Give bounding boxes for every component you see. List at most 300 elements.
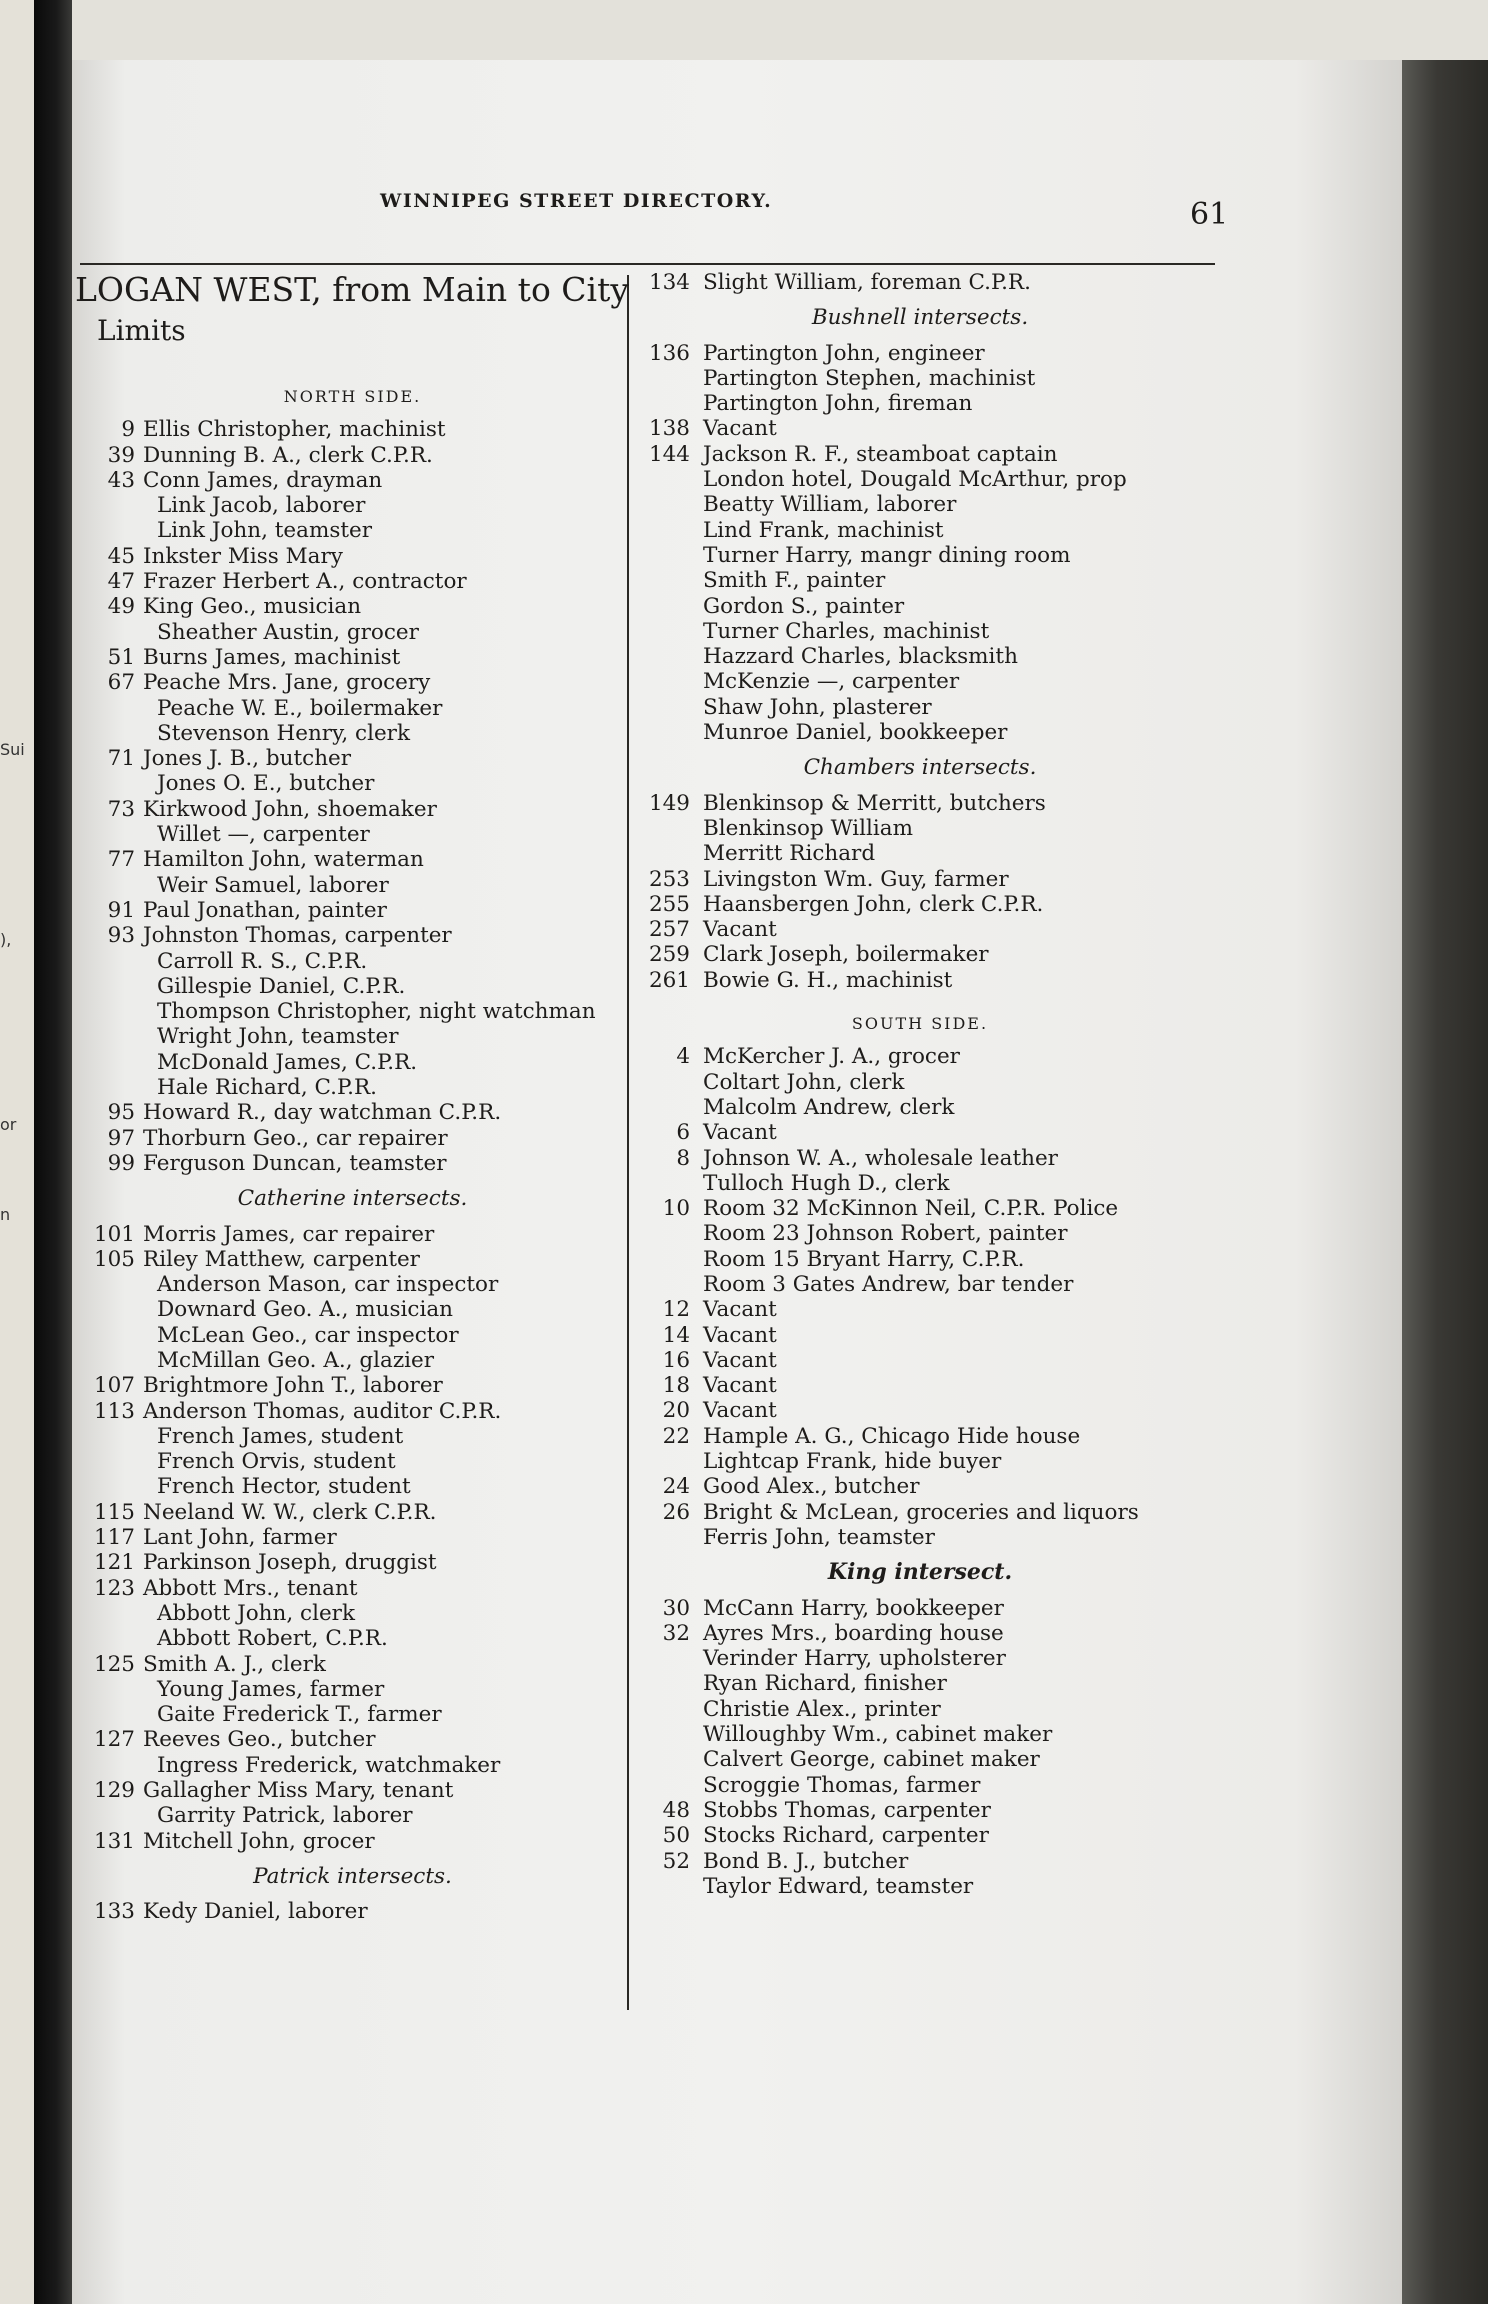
house-number: 99	[107, 1150, 135, 1176]
directory-entry	[640, 594, 1200, 619]
resident-entry: Dunning B. A., clerk C.P.R.	[143, 442, 433, 468]
resident-entry: Conn James, drayman	[143, 467, 383, 493]
house-number: 24	[662, 1474, 690, 1500]
house-number: 95	[107, 1100, 135, 1126]
directory-entry	[75, 822, 630, 847]
resident-entry: Peache Mrs. Jane, grocery	[143, 670, 431, 696]
resident-entry: London hotel, Dougald McArthur, prop	[703, 467, 1127, 493]
directory-entry	[640, 791, 1200, 816]
resident-entry: Sheather Austin, grocer	[157, 619, 419, 645]
directory-entry	[640, 867, 1200, 892]
directory-entry	[75, 1050, 630, 1075]
directory-entry	[640, 1823, 1200, 1848]
resident-entry: Smith F., painter	[703, 568, 886, 594]
spacer	[75, 1854, 630, 1864]
directory-entry	[75, 1424, 630, 1449]
resident-entry: Burns James, machinist	[143, 644, 401, 670]
house-number: 115	[93, 1499, 135, 1525]
directory-entry	[75, 1500, 630, 1525]
directory-entry	[75, 696, 630, 721]
spacer	[640, 781, 1200, 791]
directory-entry	[640, 1044, 1200, 1069]
resident-entry: Lind Frank, machinist	[703, 517, 944, 543]
resident-entry: Jones J. B., butcher	[143, 746, 352, 772]
directory-entry	[75, 620, 630, 645]
resident-entry: Hazzard Charles, blacksmith	[703, 644, 1018, 670]
street-title: LOGAN WEST, from Main to City	[75, 270, 630, 309]
resident-entry: Ferguson Duncan, teamster	[143, 1150, 447, 1176]
resident-entry: Gaite Frederick T., farmer	[157, 1702, 442, 1728]
resident-entry: Room 3 Gates Andrew, bar tender	[703, 1271, 1074, 1297]
house-number: 77	[107, 847, 135, 873]
resident-entry: Kedy Daniel, laborer	[143, 1899, 368, 1925]
house-number: 127	[93, 1727, 135, 1753]
house-number: 45	[107, 543, 135, 569]
directory-entry	[640, 669, 1200, 694]
resident-entry: Inkster Miss Mary	[143, 543, 343, 569]
directory-entry	[640, 1424, 1200, 1449]
right-entry-list	[640, 270, 1200, 1899]
house-number: 101	[93, 1221, 135, 1247]
directory-entry	[75, 1727, 630, 1752]
resident-entry: Link John, teamster	[157, 518, 373, 544]
resident-entry: Frazer Herbert A., contractor	[143, 569, 467, 595]
resident-entry: Calvert George, cabinet maker	[703, 1747, 1040, 1773]
resident-entry: McKenzie —, carpenter	[703, 669, 960, 695]
house-number: 93	[107, 923, 135, 949]
house-number: 49	[107, 594, 135, 620]
directory-entry	[75, 1024, 630, 1049]
directory-entry	[640, 1323, 1200, 1348]
resident-entry: Thorburn Geo., car repairer	[143, 1125, 448, 1151]
house-number: 50	[662, 1823, 690, 1849]
resident-entry: Hamilton John, waterman	[143, 847, 424, 873]
directory-entry	[640, 1773, 1200, 1798]
directory-entry	[75, 1222, 630, 1247]
resident-entry: Vacant	[703, 1398, 777, 1424]
book-binding-right	[1402, 60, 1488, 2304]
resident-entry: Vacant	[703, 1120, 777, 1146]
resident-entry: Downard Geo. A., musician	[157, 1297, 454, 1323]
directory-entry	[640, 543, 1200, 568]
directory-entry	[75, 1474, 630, 1499]
resident-entry: Smith A. J., clerk	[143, 1651, 326, 1677]
resident-entry: Vacant	[703, 1322, 777, 1348]
directory-entry	[640, 391, 1200, 416]
resident-entry: Riley Matthew, carpenter	[143, 1246, 420, 1272]
resident-entry: McCann Harry, bookkeeper	[703, 1595, 1004, 1621]
resident-entry: Taylor Edward, teamster	[703, 1873, 974, 1899]
directory-entry	[75, 1247, 630, 1272]
directory-entry	[75, 1449, 630, 1474]
directory-entry	[75, 1677, 630, 1702]
resident-entry: Lightcap Frank, hide buyer	[703, 1449, 1002, 1475]
resident-entry: Vacant	[703, 917, 777, 943]
directory-entry	[640, 1874, 1200, 1899]
spacer	[640, 295, 1200, 305]
resident-entry: Blenkinsop & Merritt, butchers	[703, 790, 1046, 816]
directory-entry	[640, 1849, 1200, 1874]
directory-entry	[640, 816, 1200, 841]
house-number: 48	[662, 1797, 690, 1823]
resident-entry: Peache W. E., boilermaker	[157, 695, 443, 721]
directory-entry	[75, 1126, 630, 1151]
spacer	[640, 993, 1200, 1011]
directory-entry	[75, 1550, 630, 1575]
directory-entry	[75, 1899, 630, 1924]
directory-entry	[75, 544, 630, 569]
house-number: 20	[662, 1398, 690, 1424]
directory-entry	[75, 1075, 630, 1100]
resident-entry: Hale Richard, C.P.R.	[157, 1075, 377, 1101]
house-number: 73	[107, 796, 135, 822]
house-number: 259	[648, 942, 690, 968]
house-number: 144	[648, 441, 690, 467]
directory-entry	[75, 1829, 630, 1854]
resident-entry: Willet —, carpenter	[157, 822, 370, 848]
resident-entry: Slight William, foreman C.P.R.	[703, 270, 1031, 295]
resident-entry: Tulloch Hugh D., clerk	[703, 1170, 950, 1196]
house-number: 12	[662, 1297, 690, 1323]
intersection-heading: Chambers intersects.	[803, 755, 1037, 781]
directory-entry	[75, 1272, 630, 1297]
resident-entry: Paul Jonathan, painter	[143, 897, 387, 923]
directory-entry	[640, 619, 1200, 644]
directory-entry	[640, 644, 1200, 669]
house-number: 261	[648, 967, 690, 993]
resident-entry: Jackson R. F., steamboat captain	[703, 441, 1058, 467]
resident-entry: Reeves Geo., butcher	[143, 1727, 376, 1753]
left-entry-list	[75, 366, 630, 1925]
resident-entry: Bowie G. H., machinist	[703, 967, 953, 993]
resident-entry: Link Jacob, laborer	[157, 493, 366, 519]
directory-entry	[75, 721, 630, 746]
resident-entry: Jones O. E., butcher	[157, 771, 375, 797]
directory-entry	[640, 1747, 1200, 1772]
resident-entry: Shaw John, plasterer	[703, 694, 932, 720]
house-number: 255	[648, 891, 690, 917]
resident-entry: French Orvis, student	[157, 1449, 396, 1475]
house-number: 14	[662, 1322, 690, 1348]
resident-entry: Merritt Richard	[703, 841, 876, 867]
directory-entry	[640, 1297, 1200, 1322]
directory-entry	[640, 695, 1200, 720]
directory-entry	[640, 1798, 1200, 1823]
spacer	[640, 1036, 1200, 1044]
directory-entry	[75, 1778, 630, 1803]
resident-entry: Coltart John, clerk	[703, 1069, 905, 1095]
directory-entry	[640, 416, 1200, 441]
directory-entry	[75, 518, 630, 543]
directory-entry	[75, 898, 630, 923]
resident-entry: Verinder Harry, upholsterer	[703, 1646, 1006, 1672]
house-number: 9	[121, 417, 135, 443]
running-header: WINNIPEG STREET DIRECTORY.	[380, 190, 773, 212]
directory-entry	[75, 923, 630, 948]
house-number: 253	[648, 866, 690, 892]
directory-entry	[75, 443, 630, 468]
resident-entry: Brightmore John T., laborer	[143, 1373, 443, 1399]
house-number: 138	[648, 416, 690, 442]
spacer	[75, 1176, 630, 1186]
resident-entry: Christie Alex., printer	[703, 1696, 941, 1722]
directory-entry	[640, 467, 1200, 492]
resident-entry: Howard R., day watchman C.P.R.	[143, 1100, 502, 1126]
resident-entry: Garrity Patrick, laborer	[157, 1803, 413, 1829]
house-number: 51	[107, 644, 135, 670]
resident-entry: Carroll R. S., C.P.R.	[157, 948, 368, 974]
resident-entry: Vacant	[703, 1347, 777, 1373]
house-number: 125	[93, 1651, 135, 1677]
directory-entry	[640, 1348, 1200, 1373]
directory-entry	[75, 569, 630, 594]
directory-entry	[640, 1474, 1200, 1499]
house-number: 107	[93, 1373, 135, 1399]
directory-entry	[640, 1373, 1200, 1398]
directory-entry	[640, 366, 1200, 391]
house-number: 30	[662, 1595, 690, 1621]
resident-entry: Malcolm Andrew, clerk	[703, 1094, 955, 1120]
directory-entry	[75, 847, 630, 872]
street-title-continued: Limits	[97, 314, 186, 347]
directory-entry	[640, 1070, 1200, 1095]
directory-entry	[75, 1652, 630, 1677]
directory-entry	[75, 1323, 630, 1348]
directory-entry	[640, 1449, 1200, 1474]
resident-entry: Hample A. G., Chicago Hide house	[703, 1423, 1081, 1449]
house-number: 113	[93, 1398, 135, 1424]
resident-entry: Vacant	[703, 1373, 777, 1399]
book-binding-left	[34, 0, 72, 2304]
house-number: 32	[662, 1620, 690, 1646]
right-column	[640, 270, 1200, 1899]
resident-entry: Kirkwood John, shoemaker	[143, 796, 437, 822]
resident-entry: Room 23 Johnson Robert, painter	[703, 1221, 1068, 1247]
house-number: 105	[93, 1246, 135, 1272]
directory-entry	[75, 1297, 630, 1322]
resident-entry: Ingress Frederick, watchmaker	[157, 1752, 501, 1778]
directory-entry	[640, 1146, 1200, 1171]
resident-entry: Gordon S., painter	[703, 593, 905, 619]
house-number: 39	[107, 442, 135, 468]
resident-entry: Abbott John, clerk	[157, 1600, 355, 1626]
resident-entry: Stobbs Thomas, carpenter	[703, 1797, 991, 1823]
house-number: 117	[93, 1525, 135, 1551]
house-number: 47	[107, 569, 135, 595]
resident-entry: Turner Charles, machinist	[703, 618, 990, 644]
resident-entry: Anderson Mason, car inspector	[157, 1272, 499, 1298]
house-number: 149	[648, 790, 690, 816]
spacer	[640, 1586, 1200, 1596]
directory-entry	[640, 270, 1200, 295]
directory-entry	[640, 1196, 1200, 1221]
directory-entry	[640, 1671, 1200, 1696]
directory-entry	[640, 1095, 1200, 1120]
resident-entry: Wright John, teamster	[157, 1024, 399, 1050]
house-number: 136	[648, 340, 690, 366]
intersection-heading: King intersect.	[827, 1559, 1013, 1586]
spacer	[75, 1889, 630, 1899]
header-rule	[80, 263, 1215, 265]
resident-entry: Ellis Christopher, machinist	[143, 417, 446, 443]
directory-entry	[75, 1601, 630, 1626]
spacer	[75, 409, 630, 417]
side-heading: SOUTH SIDE.	[851, 1014, 989, 1034]
directory-entry	[640, 341, 1200, 366]
resident-entry: Good Alex., butcher	[703, 1474, 920, 1500]
directory-entry	[640, 1272, 1200, 1297]
resident-entry: Blenkinsop William	[703, 815, 914, 841]
house-number: 52	[662, 1848, 690, 1874]
directory-entry	[640, 1120, 1200, 1145]
house-number: 16	[662, 1347, 690, 1373]
resident-entry: Weir Samuel, laborer	[157, 872, 389, 898]
directory-entry	[75, 1576, 630, 1601]
directory-entry	[640, 1722, 1200, 1747]
resident-entry: French Hector, student	[157, 1474, 411, 1500]
resident-entry: Livingston Wm. Guy, farmer	[703, 866, 1009, 892]
facing-page-fragment: or	[0, 1115, 17, 1134]
house-number: 131	[93, 1828, 135, 1854]
directory-entry	[75, 1399, 630, 1424]
directory-entry	[640, 568, 1200, 593]
resident-entry: Ayres Mrs., boarding house	[703, 1620, 1004, 1646]
resident-entry: Partington John, engineer	[703, 340, 985, 366]
resident-entry: Thompson Christopher, night watchman	[157, 999, 596, 1025]
directory-entry	[640, 942, 1200, 967]
resident-entry: McDonald James, C.P.R.	[157, 1049, 418, 1075]
directory-entry	[75, 1100, 630, 1125]
intersection-heading: Patrick intersects.	[253, 1863, 452, 1889]
directory-entry	[75, 417, 630, 442]
resident-entry: Parkinson Joseph, druggist	[143, 1550, 437, 1576]
directory-entry	[640, 1398, 1200, 1423]
resident-entry: Munroe Daniel, bookkeeper	[703, 720, 1008, 746]
resident-entry: Vacant	[703, 1297, 777, 1323]
resident-entry: French James, student	[157, 1423, 404, 1449]
directory-entry	[640, 968, 1200, 993]
directory-entry	[640, 1646, 1200, 1671]
directory-entry	[640, 492, 1200, 517]
spacer	[640, 331, 1200, 341]
resident-entry: Clark Joseph, boilermaker	[703, 942, 989, 968]
resident-entry: Johnson W. A., wholesale leather	[703, 1145, 1058, 1171]
resident-entry: Johnston Thomas, carpenter	[143, 923, 452, 949]
intersection-heading: Catherine intersects.	[237, 1186, 468, 1212]
house-number: 4	[676, 1044, 690, 1070]
resident-entry: Willoughby Wm., cabinet maker	[703, 1722, 1053, 1748]
directory-entry	[640, 518, 1200, 543]
directory-entry	[75, 999, 630, 1024]
house-number: 22	[662, 1423, 690, 1449]
resident-entry: Gillespie Daniel, C.P.R.	[157, 973, 406, 999]
resident-entry: Gallagher Miss Mary, tenant	[143, 1778, 454, 1804]
resident-entry: Beatty William, laborer	[703, 492, 957, 518]
resident-entry: Mitchell John, grocer	[143, 1828, 375, 1854]
house-number: 71	[107, 746, 135, 772]
directory-entry	[75, 1702, 630, 1727]
spacer	[640, 745, 1200, 755]
resident-entry: Abbott Mrs., tenant	[143, 1575, 358, 1601]
resident-entry: Turner Harry, mangr dining room	[703, 542, 1071, 568]
resident-entry: Scroggie Thomas, farmer	[703, 1772, 981, 1798]
house-number: 133	[93, 1899, 135, 1925]
house-number: 97	[107, 1125, 135, 1151]
scan-margin-left	[0, 0, 34, 2304]
directory-entry	[75, 797, 630, 822]
resident-entry: Young James, farmer	[157, 1676, 385, 1702]
house-number: 10	[662, 1196, 690, 1222]
resident-entry: Room 32 McKinnon Neil, C.P.R. Police	[703, 1196, 1119, 1222]
directory-entry	[75, 670, 630, 695]
house-number: 8	[676, 1145, 690, 1171]
resident-entry: Lant John, farmer	[143, 1525, 337, 1551]
directory-entry	[75, 1151, 630, 1176]
directory-entry	[640, 1621, 1200, 1646]
resident-entry: Abbott Robert, C.P.R.	[157, 1626, 388, 1652]
intersection-heading: Bushnell intersects.	[811, 305, 1029, 331]
page-number: 61	[1190, 197, 1229, 232]
directory-entry	[75, 873, 630, 898]
resident-entry: Neeland W. W., clerk C.P.R.	[143, 1499, 437, 1525]
directory-entry	[75, 645, 630, 670]
directory-entry	[640, 841, 1200, 866]
resident-entry: Partington Stephen, machinist	[703, 365, 1036, 391]
facing-page-fragment: n	[0, 1205, 11, 1224]
directory-entry	[75, 468, 630, 493]
resident-entry: Bond B. J., butcher	[703, 1848, 909, 1874]
resident-entry: Bright & McLean, groceries and liquors	[703, 1499, 1139, 1525]
directory-entry	[75, 1348, 630, 1373]
directory-entry	[75, 1753, 630, 1778]
directory-entry	[75, 746, 630, 771]
directory-entry	[75, 1525, 630, 1550]
house-number: 91	[107, 897, 135, 923]
directory-entry	[640, 720, 1200, 745]
spacer	[75, 1212, 630, 1222]
resident-entry: Stevenson Henry, clerk	[157, 720, 410, 746]
directory-entry	[75, 594, 630, 619]
directory-entry	[75, 949, 630, 974]
directory-entry	[75, 1803, 630, 1828]
house-number: 18	[662, 1373, 690, 1399]
resident-entry: Morris James, car repairer	[143, 1221, 435, 1247]
resident-entry: Ryan Richard, finisher	[703, 1671, 947, 1697]
resident-entry: Haansbergen John, clerk C.P.R.	[703, 891, 1044, 917]
left-column	[75, 270, 630, 1925]
directory-entry	[640, 1221, 1200, 1246]
house-number: 6	[676, 1120, 690, 1146]
facing-page-fragment: Sui	[0, 740, 25, 759]
facing-page-fragment: ),	[0, 930, 12, 949]
house-number: 26	[662, 1499, 690, 1525]
directory-entry	[75, 493, 630, 518]
resident-entry: King Geo., musician	[143, 594, 362, 620]
resident-entry: Stocks Richard, carpenter	[703, 1823, 989, 1849]
resident-entry: Room 15 Bryant Harry, C.P.R.	[703, 1246, 1025, 1272]
directory-entry	[640, 442, 1200, 467]
directory-entry	[640, 892, 1200, 917]
directory-entry	[640, 1525, 1200, 1550]
house-number: 257	[648, 917, 690, 943]
resident-entry: Anderson Thomas, auditor C.P.R.	[143, 1398, 502, 1424]
house-number: 129	[93, 1778, 135, 1804]
directory-entry	[75, 771, 630, 796]
house-number: 134	[648, 270, 690, 295]
directory-entry	[75, 974, 630, 999]
resident-entry: Partington John, fireman	[703, 391, 973, 417]
directory-entry	[75, 1373, 630, 1398]
